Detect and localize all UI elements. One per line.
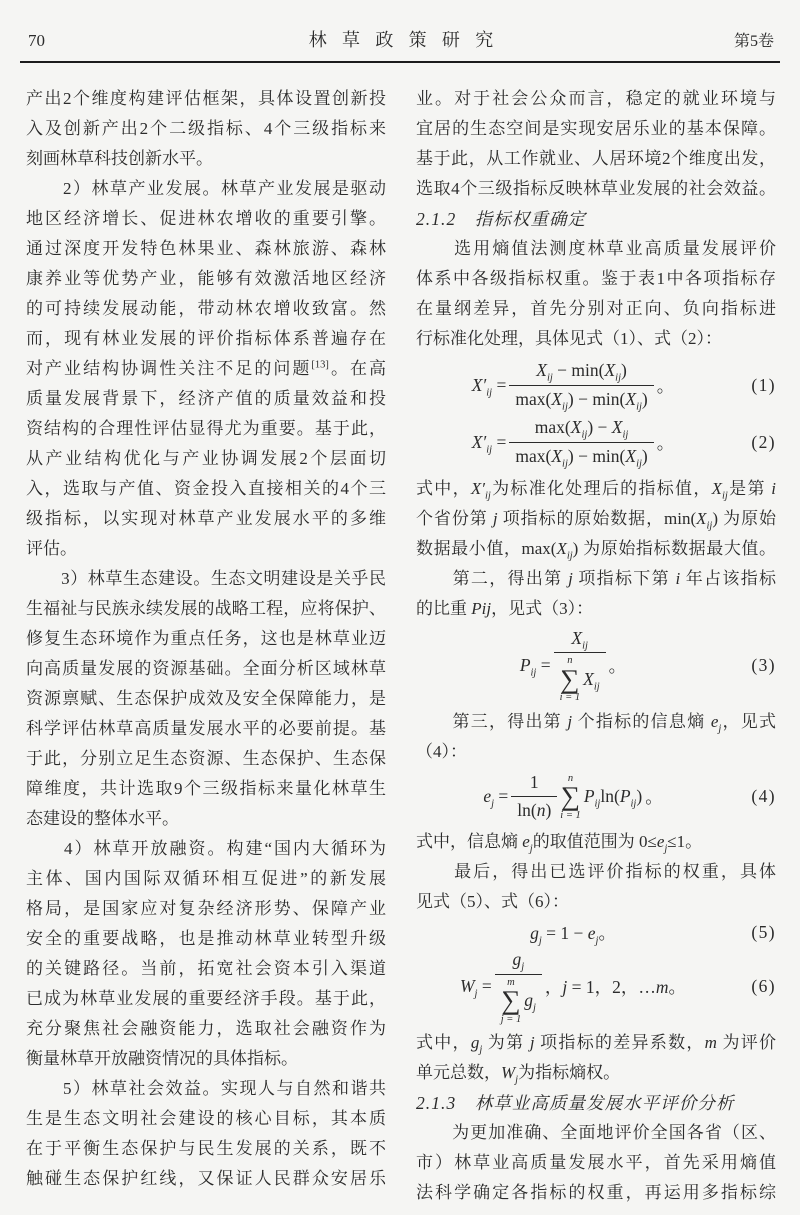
summation-operand: $g_j$: [524, 990, 536, 1014]
text-line: 级指标，以实现对林草产业发展水平的多维: [26, 509, 386, 528]
fraction: [509, 416, 653, 468]
equation-6-body: [416, 948, 730, 1025]
text-line: 业。对于社会公众而言，稳定的就业环境与: [416, 89, 776, 108]
equation-1-lhs: $X'_{ij}$ =: [471, 374, 507, 399]
text-line: 式中，信息熵 $e_j$的取值范围为 $0\le e_j\le 1$。: [416, 832, 703, 855]
header-rule: [20, 61, 780, 63]
equation-3: [416, 627, 776, 704]
text-line: 2）林草产业发展。林草产业发展是驱动: [26, 179, 386, 198]
text-line: 的可持续发展动能，带动林农增收致富。然: [26, 299, 386, 318]
text-line: 通过深度开发特色林果业、森林旅游、森林: [26, 239, 386, 258]
section-heading-212: 2.1.2 指标权重确定: [416, 209, 587, 229]
paragraph-evaluation-analysis: [416, 1118, 776, 1208]
text-line: 市）林草业高质量发展水平，首先采用熵值: [416, 1153, 776, 1173]
equation-2-body: [416, 416, 730, 468]
text-line: 障维度，共计选取9个三级指标来量化林草生: [26, 779, 386, 798]
equation-3-tail: 。: [608, 655, 627, 676]
paragraph-entropy-method: [416, 234, 776, 354]
page-number: 70: [28, 31, 45, 50]
paragraph-step3: [416, 707, 776, 767]
text-line: 生福祉与民族永续发展的战略工程，应将保护、: [26, 599, 386, 618]
left-column: [26, 84, 386, 1208]
text-line: 修复生态环境作为重点任务，这也是林草业迈: [26, 629, 386, 648]
text-line: 而，现有林业发展的评价指标体系普遍存在: [26, 329, 386, 348]
text-line: 在量纲差异，首先分别对正向、负向指标进: [416, 299, 776, 318]
equation-1-body: [416, 359, 730, 411]
summation-icon: ∑: [560, 663, 580, 694]
fraction-numerator: $X_{ij}$: [554, 627, 606, 654]
text-line: 5）林草社会效益。实现人与自然和谐共: [26, 1079, 386, 1098]
summation-operand: $P_{ij}\ln(P_{ij})$: [583, 786, 643, 810]
text-line: 生是生态文明社会建设的核心目标，其本质: [26, 1109, 386, 1128]
text-line: 个省份第 j 项指标的原始数据，$\min(X_{ij})$ 为原始: [416, 508, 777, 531]
text-line: 资源禀赋、生态保护成效及安全保障能力，是: [26, 689, 386, 708]
text-line: 触碰生态保护红线，又保证人民群众安居乐: [26, 1169, 386, 1188]
text-line: 行标准化处理，具体见式（1）、式（2）：: [416, 329, 722, 348]
summation: [560, 655, 581, 704]
fraction-denominator: $\max(X_{ij}) - \min(X_{ij})$: [515, 388, 648, 413]
text-line: 的关键路径。当前，拓宽社会资本引入渠道: [26, 959, 386, 978]
summation-upper-limit: n: [567, 772, 574, 784]
fraction: [511, 771, 557, 823]
summation-icon: ∑: [560, 781, 581, 812]
text-line: 第二，得出第 j 项指标下第 i 年占该指标: [416, 568, 777, 588]
text-line: （4）：: [416, 741, 467, 761]
text-line: 向高质量发展的资源基础。全面分析区域林草: [26, 659, 386, 678]
text-line: 法科学确定各指标的权重，再运用多指标综: [416, 1183, 776, 1203]
fraction: [509, 359, 653, 411]
text-line: 式中，$g_j$ 为第 j 项指标的差异系数，m 为评价: [416, 1033, 777, 1056]
paragraph-eq56-notes: [416, 1028, 776, 1088]
summation-lower-limit: i = 1: [560, 809, 581, 821]
equation-4-tail: 。: [645, 787, 663, 808]
fraction: [495, 948, 542, 1025]
equation-6-tail: ，j = 1，2，…m。: [544, 977, 687, 998]
fraction-numerator: $g_j$: [495, 948, 542, 975]
text-line: 选用熵值法测度林草业高质量发展评价: [416, 239, 776, 258]
equation-1-tail: 。: [656, 375, 675, 396]
text-line: 科学评估林草高质量发展水平的必要前提。基: [26, 719, 386, 738]
section-heading-213: 2.1.3 林草业高质量发展水平评价分析: [416, 1093, 735, 1114]
text-line: 的比重 Pij，见式（3）：: [416, 598, 594, 618]
fraction-numerator: 1: [511, 771, 557, 798]
right-column: [416, 84, 776, 1208]
text-line: 充分聚焦社会融资能力，选取社会融资作为: [26, 1019, 386, 1038]
equation-4-number: (4): [751, 786, 776, 807]
text-line: 单元总数，$W_j$为指标熵权。: [416, 1063, 621, 1086]
equation-2: [416, 416, 776, 468]
text-line: 宜居的生态空间是实现安居乐业的基本保障。: [416, 119, 776, 138]
page-header: [26, 22, 776, 61]
equation-3-body: [416, 627, 730, 704]
volume-label: 第5卷: [733, 33, 774, 50]
text-line: 态建设的整体水平。: [26, 809, 179, 828]
content-columns: [26, 84, 776, 1208]
fraction-numerator: $\max(X_{ij}) - X_{ij}$: [509, 416, 653, 443]
text-line: 第三，得出第 j 个指标的信息熵 $e_j$，见式: [416, 711, 777, 735]
paragraph-social-benefit: [416, 84, 776, 204]
summation-upper-limit: n: [567, 655, 573, 667]
equation-6-number: (6): [751, 976, 776, 997]
text-line: 产出2个维度构建评估框架，具体设置创新投: [26, 89, 386, 108]
fraction-denominator: [554, 653, 606, 704]
equation-5-expression: $g_j = 1 - e_j$。: [530, 923, 616, 947]
text-line: 式中，$X'_{ij}$为标准化处理后的指标值，$X_{ij}$是第 i: [416, 478, 777, 501]
equation-5-number: (5): [751, 922, 776, 943]
text-line: 为更加准确、全面地评价全国各省（区、: [416, 1123, 776, 1143]
equation-6: [416, 948, 776, 1025]
text-line: 选取4个三级指标反映林草业发展的社会效益。: [416, 179, 776, 198]
fraction-denominator: $\max(X_{ij}) - \min(X_{ij})$: [515, 445, 648, 470]
summation-lower-limit: j = 1: [500, 1013, 522, 1025]
text-line: 主体、国内国际双循环相互促进”的新发展: [26, 869, 386, 888]
equation-3-lhs: $P_{ij}$ =: [519, 654, 551, 679]
fraction-denominator: [495, 975, 542, 1026]
text-line: 数据最小值，$\max(X_{ij})$ 为原始指标数据最大值。: [416, 538, 776, 561]
text-line: 格局，是国家应对复杂经济形势、保障产业: [26, 899, 386, 918]
paragraph-eq4-notes: [416, 827, 776, 857]
journal-title: 林草政策研究: [308, 30, 509, 50]
fraction-denominator: ln(n): [517, 800, 552, 821]
equation-4-lhs: $e_j$ =: [483, 786, 509, 810]
equation-4-body: [416, 771, 730, 823]
equation-2-number: (2): [751, 431, 776, 452]
paragraph-step2: [416, 564, 776, 624]
equation-5: [416, 920, 776, 945]
text-line: 于此，分别立足生态资源、生态保护、生态保: [26, 749, 386, 768]
text-line: 刻画林草科技创新水平。: [26, 149, 213, 168]
equation-2-lhs: $X'_{ij}$ =: [471, 431, 507, 456]
equation-6-lhs: $W_j$ =: [459, 976, 492, 1000]
text-line: 4）林草开放融资。构建“国内大循环为: [26, 839, 386, 858]
text-line: 最后，得出已选评价指标的权重，具体: [416, 862, 776, 882]
text-line: 地区经济增长、促进林农增收的重要引擎。: [26, 209, 386, 228]
text-line: 康养业等优势产业，能够有效激活地区经济: [26, 269, 386, 288]
fraction: [554, 627, 606, 704]
text-line: 在于平衡生态保护与民生发展的关系，既不: [26, 1139, 386, 1158]
equation-5-body: [416, 920, 730, 945]
text-line: 见式（5）、式（6）：: [416, 892, 569, 912]
equation-3-number: (3): [751, 654, 776, 675]
text-line: 评估。: [26, 539, 77, 558]
text-line: 资结构的合理性评估显得尤为重要。基于此，: [26, 419, 386, 438]
text-line: 3）林草生态建设。生态文明建设是关乎民: [26, 569, 386, 588]
text-line: 入及创新产出2个二级指标、4个三级指标来: [26, 119, 386, 138]
equation-1-number: (1): [751, 374, 776, 395]
text-line: 对产业结构协调性关注不足的问题[13]。在高: [26, 359, 387, 378]
fraction-numerator: $X_{ij} - \min(X_{ij})$: [509, 359, 653, 386]
equation-2-tail: 。: [656, 432, 675, 453]
text-line: 已成为林草业发展的重要经济手段。基于此，: [26, 989, 386, 1008]
summation-upper-limit: m: [507, 976, 515, 988]
summation-lower-limit: i = 1: [559, 692, 581, 704]
text-line: 从产业结构优化与产业协调发展2个层面切: [26, 449, 386, 468]
summation-icon: ∑: [501, 985, 521, 1016]
text-line: 安全的重要战略，也是推动林草业转型升级: [26, 929, 386, 948]
text-line: 衡量林草开放融资情况的具体指标。: [26, 1049, 298, 1068]
text-line: 体系中各级指标权重。鉴于表1中各项指标存: [416, 269, 776, 288]
equation-4: [416, 771, 776, 823]
summation-operand: $X_{ij}$: [583, 668, 600, 693]
paragraph-final-weights: [416, 857, 776, 917]
equation-1: [416, 359, 776, 411]
paragraph-eq12-notes: [416, 474, 776, 564]
text-line: 入，选取与产值、资金投入直接相关的4个三: [26, 479, 386, 498]
text-line: 基于此，从工作就业、人居环境2个维度出发，: [416, 149, 776, 168]
text-line: 质量发展背景下，经济产值的质量效益和投: [26, 389, 386, 408]
summation: [501, 977, 522, 1026]
summation: [560, 773, 581, 822]
